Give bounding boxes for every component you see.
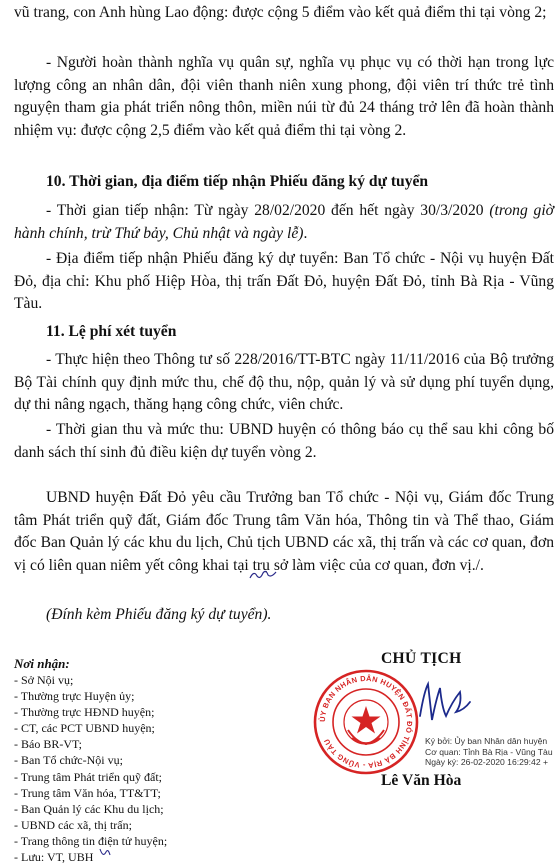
signed-date-line: Ngày ký: 26-02-2020 16:29:42 +	[425, 757, 549, 767]
paragraph-receiving-time	[14, 200, 554, 245]
recipient-item: - Trung tâm Văn hóa, TT&TT;	[14, 785, 161, 800]
recipient-item: - Báo BR-VT;	[14, 737, 82, 752]
digital-signature-info	[425, 736, 553, 768]
receiving-time-text: - Thời gian tiếp nhận: Từ ngày 28/02/2020 đến hết ngày 30/3/2020	[46, 202, 490, 219]
recipient-item: - Thường trực HĐND huyện;	[14, 705, 155, 720]
signature-title: CHỦ TỊCH	[381, 650, 462, 667]
signed-by-line: Ký bởi: Ủy ban Nhân dân huyện	[425, 736, 548, 746]
handwritten-mark-icon	[98, 846, 128, 860]
paragraph-receiving-place: - Địa điểm tiếp nhận Phiếu đăng ký dự tuyển: Ban Tổ chức - Nội vụ huyện Đất Đỏ, địa chỉ: Khu phố Hiệp Hòa, thị trấn Đất Đỏ, huyện Đất Đỏ, tỉnh Bà Rịa - Vũng Tàu.	[14, 250, 554, 312]
recipient-item: - Sở Nội vụ;	[14, 673, 74, 687]
recipient-item: - Ban Quản lý các Khu du lịch;	[14, 801, 164, 816]
signer-name: Lê Văn Hòa	[381, 772, 462, 789]
paragraph-bonus-points-end: vũ trang, con Anh hùng Lao động: được cộng 5 điểm vào kết quả điểm thi tại vòng 2;	[14, 4, 547, 21]
recipient-item: - UBND các xã, thị trấn;	[14, 817, 132, 832]
heading-section-10: 10. Thời gian, địa điểm tiếp nhận Phiếu đăng ký dự tuyển	[46, 173, 429, 190]
recipients-list	[14, 672, 167, 865]
organization-line: Cơ quan: Tỉnh Bà Rịa - Vũng Tàu	[425, 746, 553, 757]
heading-section-11: 11. Lệ phí xét tuyển	[46, 323, 177, 340]
recipient-item: - Trang thông tin điện tử huyện;	[14, 833, 168, 848]
paragraph-attachment: (Đính kèm Phiếu đăng ký dự tuyển).	[46, 606, 272, 623]
recipient-item: - Trung tâm Phát triển quỹ đất;	[14, 769, 162, 784]
paragraph-fee-collection: - Thời gian thu và mức thu: UBND huyện có thông báo cụ thể sau khi công bố danh sách thí sinh đủ điều kiện dự tuyển vòng 2.	[14, 421, 554, 461]
initial-mark-icon	[248, 568, 278, 582]
seal-ring-text: ỦY BAN NHÂN DÂN HUYỆN ĐẤT ĐỎ TỈNH BÀ RỊA - VŨNG TÀU	[317, 673, 415, 771]
recipient-item: - Ban Tổ chức-Nội vụ;	[14, 753, 123, 768]
paragraph-request: UBND huyện Đất Đỏ yêu cầu Trưởng ban Tổ chức - Nội vụ, Giám đốc Trung tâm Phát triển quỹ đất, Giám đốc Trung tâm Văn hóa, Thông tin và Thể thao, Giám đốc Ban Quản lý các khu du lịch, Chủ tịch UBND các xã, thị trấn và các cơ quan, đơn vị có liên quan niêm yết công khai tại trụ sở làm việc của cơ quan, đơn vị./.	[14, 489, 554, 574]
recipient-item: - Thường trực Huyện ủy;	[14, 689, 135, 704]
recipient-item: - Lưu: VT, UBH	[14, 850, 94, 865]
paragraph-military-service: - Người hoàn thành nghĩa vụ quân sự, nghĩa vụ phục vụ có thời hạn trong lực lượng công an nhân dân, đội viên thanh niên xung phong, đội viên trí thức trẻ tình nguyện tham gia phát triển nông thôn, miền núi từ đủ 24 tháng trở lên đã hoàn thành nhiệm vụ: được cộng 2,5 điểm vào kết quả điểm thi tại vòng 2.	[14, 54, 554, 139]
recipients-title: Nơi nhận:	[14, 656, 70, 671]
receiving-time-end: .	[303, 224, 308, 242]
handwritten-signature-icon	[412, 672, 474, 734]
paragraph-fee-regulation: - Thực hiện theo Thông tư số 228/2016/TT-BTC ngày 11/11/2016 của Bộ trưởng Bộ Tài chính quy định mức thu, chế độ thu, nộp, quản lý và sử dụng phí tuyển dụng, dự thi nâng ngạch, thăng hạng công chức, viên chức.	[14, 351, 554, 413]
recipient-item: - CT, các PCT UBND huyện;	[14, 721, 155, 736]
official-seal-icon	[312, 668, 420, 776]
receiving-time-note: (trong giờ hành chính, trừ Thứ bảy, Chủ nhật và ngày lễ)	[14, 202, 554, 242]
